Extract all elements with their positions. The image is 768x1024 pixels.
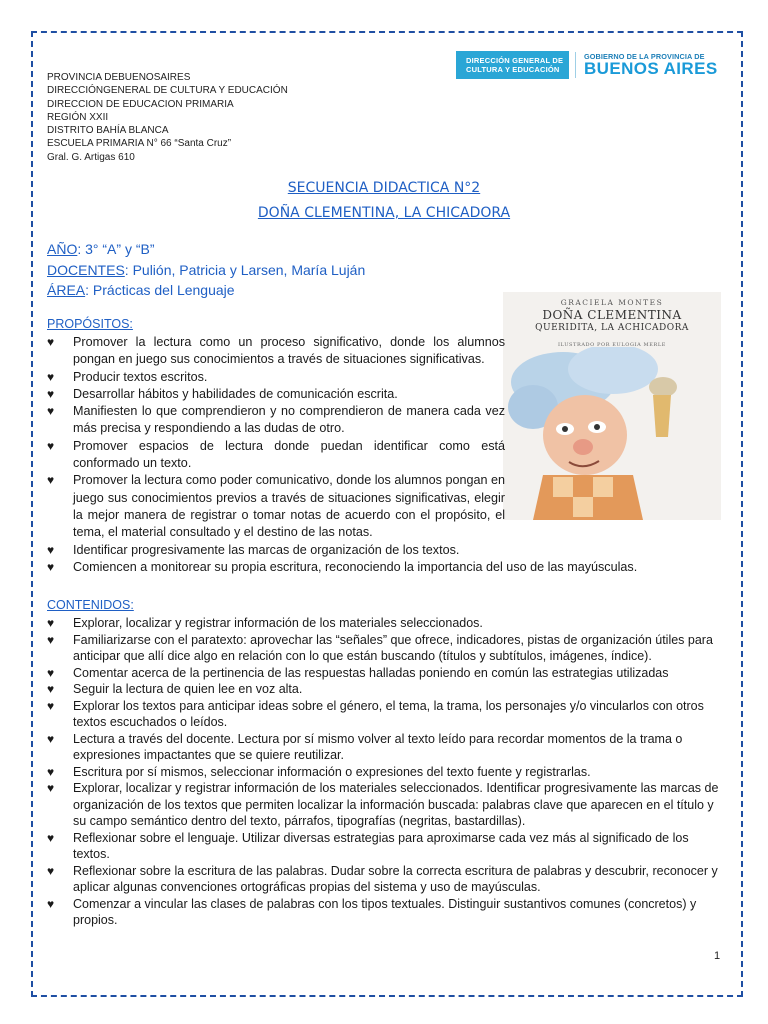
purpose-text: Producir textos escritos. xyxy=(73,369,208,384)
heart-bullet-icon: ♥ xyxy=(47,731,55,746)
list-item xyxy=(47,369,505,386)
heart-bullet-icon: ♥ xyxy=(47,781,55,795)
list-item xyxy=(47,334,505,369)
purpose-text: Promover espacios de lectura donde puedan identificar como está conformado un texto. xyxy=(73,438,505,471)
content-text: Explorar los textos para anticipar ideas sobre el género, el tema, la trama, los personajes y/o vincularlos con otros textos escuchados o leídos. xyxy=(73,698,704,729)
heart-bullet-icon: ♥ xyxy=(47,896,55,911)
meta-area xyxy=(47,282,235,298)
heart-bullet-icon: ♥ xyxy=(47,682,55,696)
content-text: Comentar acerca de la pertinencia de las respuestas halladas poniendo en común las estrategias utilizadas xyxy=(73,665,669,680)
book-title-line1: DOÑA CLEMENTINA xyxy=(542,308,682,322)
dgce-logo-line1: DIRECCIÓN GENERAL DE xyxy=(466,56,564,65)
meta-area-key: ÁREA xyxy=(47,282,86,298)
list-item xyxy=(47,438,505,473)
meta-area-value: : Prácticas del Lenguaje xyxy=(85,282,235,298)
buenos-aires-logo xyxy=(575,52,725,78)
purposes-heading: PROPÓSITOS: xyxy=(47,317,133,331)
meta-docentes-key: DOCENTES xyxy=(47,262,125,278)
school-header xyxy=(47,71,407,164)
list-item xyxy=(47,863,722,896)
content-text: Comenzar a vincular las clases de palabras con los tipos textuales. Distinguir sustantivos comunes (concretos) y propios. xyxy=(73,896,697,927)
content-text: Explorar, localizar y registrar información de los materiales seleccionados. xyxy=(73,616,483,630)
content-text: Escritura por sí mismos, seleccionar información o expresiones del texto fuente y registrarlas. xyxy=(73,764,591,779)
heart-bullet-icon: ♥ xyxy=(47,632,55,647)
heart-bullet-icon: ♥ xyxy=(47,764,55,779)
list-item xyxy=(47,472,505,541)
meta-anio-value: : 3° “A” y “B” xyxy=(77,241,155,257)
content-text: Explorar, localizar y registrar información de los materiales seleccionados. Identificar progresivamente las marcas de organización de los textos que permiten localizar la información buscada: palabras clave que aparecen en el título y su campo semántico dentro del texto, párrafos, tipografías (negritas, bastardillas). xyxy=(73,781,719,828)
heart-bullet-icon: ♥ xyxy=(47,542,55,557)
gob-logo-small: GOBIERNO DE LA PROVINCIA DE xyxy=(584,52,705,61)
header-line: ESCUELA PRIMARIA N° 66 “Santa Cruz” xyxy=(47,138,232,150)
meta-docentes-value: : Pulión, Patricia y Larsen, María Luján xyxy=(124,262,366,278)
header-line: PROVINCIA DEBUENOSAIRES xyxy=(47,72,191,83)
document-subtitle: DOÑA CLEMENTINA, LA CHICADORA xyxy=(257,205,511,221)
purpose-text: Promover la lectura como un proceso significativo, donde los alumnos pongan en juego sus conocimientos a través de situaciones significativas. xyxy=(73,335,505,367)
list-item xyxy=(47,698,722,731)
meta-anio-key: AÑO xyxy=(47,241,78,257)
heart-bullet-icon: ♥ xyxy=(47,665,55,680)
list-item xyxy=(47,615,722,632)
list-item xyxy=(47,830,722,863)
heart-bullet-icon: ♥ xyxy=(47,863,55,878)
heart-bullet-icon: ♥ xyxy=(47,830,55,845)
heart-bullet-icon: ♥ xyxy=(47,369,55,384)
heart-bullet-icon: ♥ xyxy=(47,386,55,401)
heart-bullet-icon: ♥ xyxy=(47,404,55,419)
list-item xyxy=(47,665,722,682)
heart-bullet-icon: ♥ xyxy=(47,473,55,488)
dgce-logo-line2: CULTURA Y EDUCACIÓN xyxy=(466,65,560,74)
header-line: Gral. G. Artigas 610 xyxy=(47,151,135,163)
content-text: Lectura a través del docente. Lectura por sí mismo volver al texto leído para recordar momentos de la trama o expresiones impactantes que se quiere reutilizar. xyxy=(73,731,683,762)
list-item xyxy=(47,780,722,830)
header-line: DIRECCIÓNGENERAL DE CULTURA Y EDUCACIÓN xyxy=(47,85,288,97)
list-item xyxy=(47,731,722,764)
list-item xyxy=(47,559,713,576)
content-text: Familiarizarse con el paratexto: aprovechar las “señales” que ofrece, indicadores, pistas de organización útiles para anticipar que allí dice algo en relación con lo que están buscando (títulos y subtítulos, imágenes, índice). xyxy=(73,632,713,663)
contents-list xyxy=(47,615,722,929)
list-item xyxy=(47,386,505,403)
book-author: GRACIELA MONTES xyxy=(560,298,664,307)
purpose-text: Comiencen a monitorear su propia escritura, reconociendo la importancia del uso de las mayúsculas. xyxy=(73,559,638,574)
content-text: Reflexionar sobre la escritura de las palabras. Dudar sobre la correcta escritura de palabras y descubrir, reconocer y aplicar algunas convenciones ortográficas propias del sistema y uso de mayúsculas. xyxy=(73,863,718,894)
header-line: DISTRITO BAHÍA BLANCA xyxy=(47,125,169,137)
heart-bullet-icon: ♥ xyxy=(47,438,55,453)
header-line: DIRECCION DE EDUCACION PRIMARIA xyxy=(47,98,234,110)
book-illustrator: ILUSTRADO POR EULOGIA MERLE xyxy=(557,342,667,348)
list-item xyxy=(47,681,722,698)
meta-docentes xyxy=(47,262,365,278)
list-item xyxy=(47,542,713,559)
page-number: 1 xyxy=(714,950,721,962)
header-line: REGIÓN XXII xyxy=(47,111,109,123)
dgce-logo xyxy=(456,51,569,79)
purpose-text: Identificar progresivamente las marcas de organización de los textos. xyxy=(73,542,460,557)
gob-logo-big: BUENOS AIRES xyxy=(584,59,718,78)
list-item xyxy=(47,896,722,929)
content-text: Seguir la lectura de quien lee en voz alta. xyxy=(73,682,303,696)
purpose-text: Promover la lectura como poder comunicativo, donde los alumnos pongan en juego sus conocimientos previos a través de situaciones significativas, elegir la mejor manera de registrar o tomar notas de acuerdo con el propósito, el tema, el material consultado y el destino de las notas. xyxy=(73,473,505,540)
heart-bullet-icon: ♥ xyxy=(47,616,55,630)
document-title: SECUENCIA DIDACTICA N°2 xyxy=(287,180,481,196)
purpose-text: Manifiesten lo que comprendieron y no comprendieron de manera cada vez más precisa y respondiendo a las dudas de otro. xyxy=(73,404,505,436)
contents-heading: CONTENIDOS: xyxy=(47,598,134,612)
heart-bullet-icon: ♥ xyxy=(47,559,55,574)
book-illustration xyxy=(503,347,721,520)
heart-bullet-icon: ♥ xyxy=(47,335,55,349)
meta-anio xyxy=(47,241,155,257)
list-item xyxy=(47,632,722,665)
book-title-line2: QUERIDITA, LA ACHICADORA xyxy=(535,323,689,333)
book-cover-image xyxy=(503,292,721,520)
list-item xyxy=(47,764,722,781)
content-text: Reflexionar sobre el lenguaje. Utilizar diversas estrategias para aproximarse cada vez más al significado de los textos. xyxy=(73,830,689,861)
book-title xyxy=(503,309,721,335)
list-item xyxy=(47,403,505,438)
heart-bullet-icon: ♥ xyxy=(47,698,55,713)
purpose-text: Desarrollar hábitos y habilidades de comunicación escrita. xyxy=(73,386,398,401)
